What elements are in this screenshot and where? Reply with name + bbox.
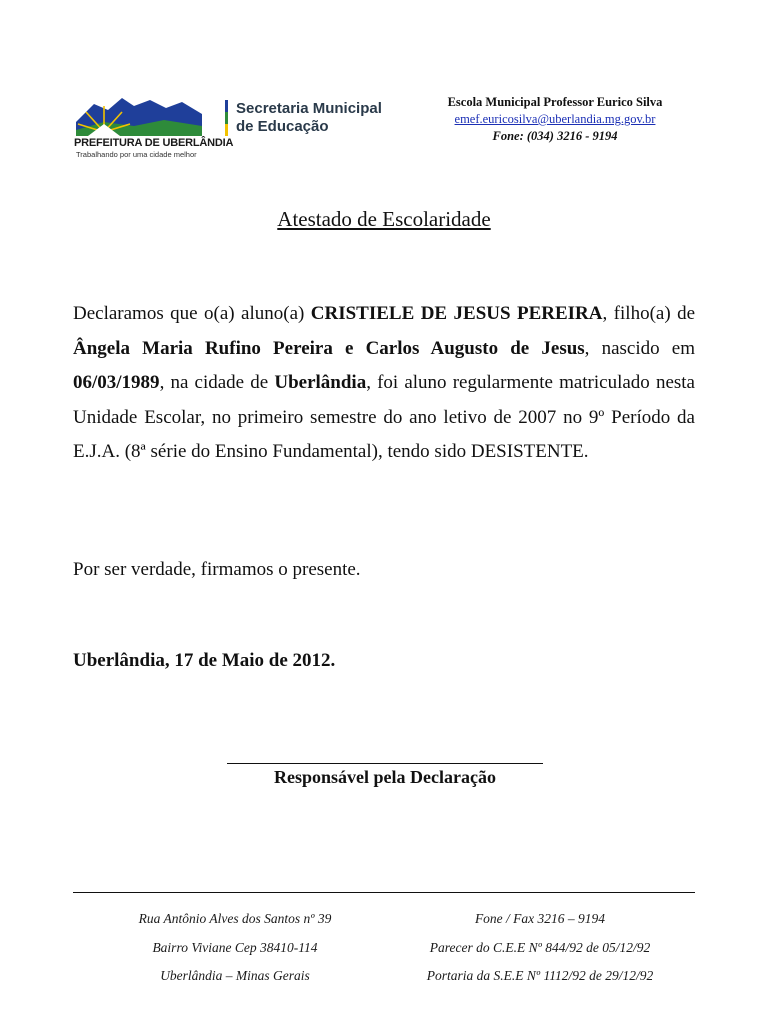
prefeitura-name: PREFEITURA DE UBERLÂNDIA [74, 137, 234, 149]
signature-label: Responsável pela Declaração [274, 767, 496, 787]
student-name: CRISTIELE DE JESUS PEREIRA [310, 303, 603, 324]
prefeitura-slogan: Trabalhando por uma cidade melhor [76, 150, 197, 159]
footer-line: Bairro Viviane Cep 38410-114 [152, 939, 318, 955]
footer-line: Fone / Fax 3216 – 9194 [474, 911, 606, 926]
paragraph-text: , na cidade de [159, 372, 275, 393]
footer-address [100, 905, 370, 991]
footer-divider [73, 892, 695, 893]
secretaria-logo-mark [225, 100, 231, 136]
secretaria-line-2: de Educação [236, 118, 329, 135]
birth-city: Uberlândia [274, 372, 367, 393]
footer-registration [395, 905, 685, 991]
document-title: Atestado de Escolaridade [277, 207, 491, 231]
paragraph-text: Declaramos que o(a) aluno(a) [73, 303, 311, 324]
signature-line [227, 763, 543, 764]
parents-names: Ângela Maria Rufino Pereira e Carlos Augusto de Jesus [73, 337, 585, 359]
footer-line: Portaria da S.E.E Nº 1112/92 de 29/12/92 [426, 968, 654, 983]
paragraph-text: , filho(a) de [602, 303, 696, 324]
declaration-paragraph [73, 297, 695, 470]
birth-date: 06/03/1989 [73, 372, 160, 393]
footer-line: Rua Antônio Alves dos Santos nº 39 [138, 911, 332, 926]
school-phone: Fone: (034) 3216 - 9194 [492, 129, 618, 143]
school-contact [410, 94, 700, 145]
footer-line: Uberlândia – Minas Gerais [160, 968, 310, 983]
closing-sentence: Por ser verdade, firmamos o presente. [73, 559, 361, 580]
secretaria-line-1: Secretaria Municipal [236, 100, 382, 117]
date-line: Uberlândia, 17 de Maio de 2012. [73, 650, 336, 671]
school-name: Escola Municipal Professor Eurico Silva [447, 95, 663, 109]
school-email-link[interactable]: emef.euricosilva@uberlandia.mg.gov.br [454, 112, 656, 126]
paragraph-text: , nascido em [584, 337, 695, 359]
paragraph-text: , foi aluno regularmente matriculado nesta Unidade Escolar, no primeiro semestre do ano letivo de 2007 no 9º Período da E.J.A. (8ª série do Ensino Fundamental), tendo sido DESISTENTE. [73, 372, 695, 462]
footer-line: Parecer do C.E.E Nº 844/92 de 05/12/92 [429, 939, 651, 955]
secretaria-title [236, 100, 382, 136]
